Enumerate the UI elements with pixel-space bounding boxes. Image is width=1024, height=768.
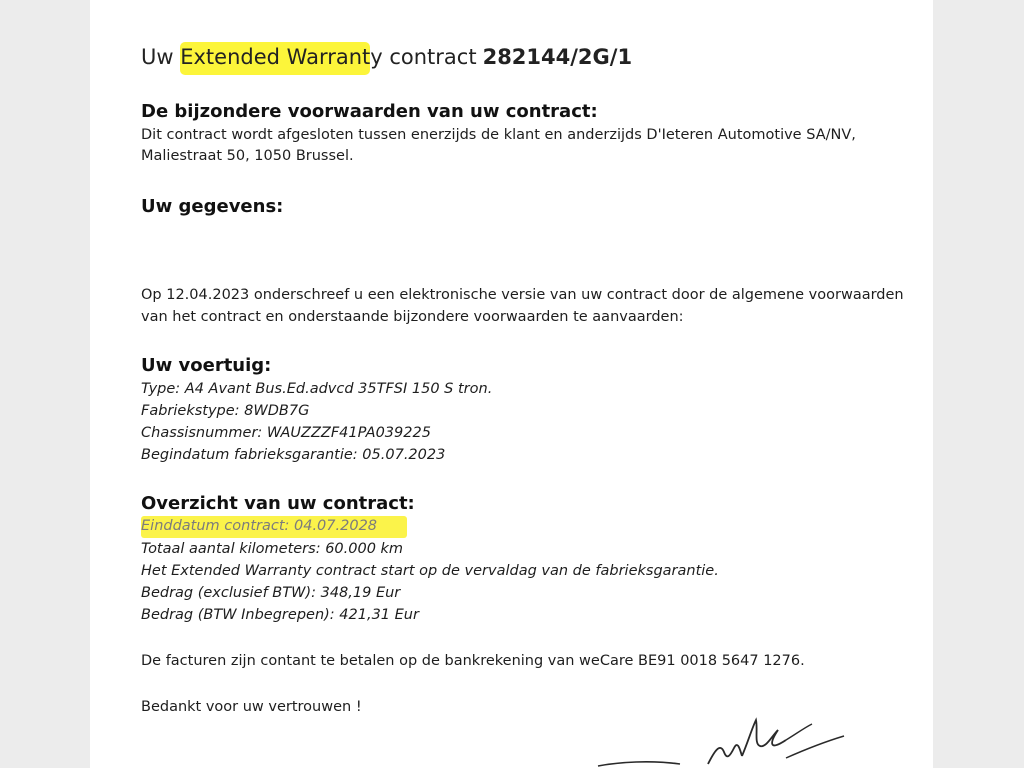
thank-you-line: Bedankt voor uw vertrouwen ! bbox=[141, 699, 362, 715]
amount-excl-vat: Bedrag (exclusief BTW): 348,19 Eur bbox=[141, 585, 401, 601]
warranty-start-date: Begindatum fabrieksgarantie: 05.07.2023 bbox=[141, 447, 446, 463]
contract-start-note: Het Extended Warranty contract start op de vervaldag van de fabrieksgarantie. bbox=[141, 563, 719, 579]
overzicht-heading: Overzicht van uw contract: bbox=[141, 493, 415, 514]
title-prefix: Uw bbox=[141, 45, 181, 69]
payment-instructions: De facturen zijn contant te betalen op de bankrekening van weCare BE91 0018 5647 1276. bbox=[141, 653, 805, 669]
signature-image bbox=[590, 712, 890, 768]
intro-line-1: Op 12.04.2023 onderschreef u een elektronische versie van uw contract door de algemene voorwaarden bbox=[141, 287, 904, 303]
gegevens-heading: Uw gegevens: bbox=[141, 196, 284, 217]
contract-number: 282144/2G/1 bbox=[482, 45, 633, 69]
amount-incl-vat: Bedrag (BTW Inbegrepen): 421,31 Eur bbox=[141, 607, 419, 623]
bijzondere-line-1: Dit contract wordt afgesloten tussen enerzijds de klant en anderzijds D'Ieteren Automotive SA/NV, bbox=[141, 127, 856, 143]
intro-line-2: van het contract en onderstaande bijzondere voorwaarden te aanvaarden: bbox=[141, 309, 684, 325]
title-rest: y contract bbox=[370, 45, 477, 69]
document-page bbox=[90, 0, 933, 768]
end-date-highlight: Einddatum contract: 04.07.2028 bbox=[141, 516, 407, 538]
bijzondere-heading: De bijzondere voorwaarden van uw contract: bbox=[141, 101, 598, 122]
contract-end-date bbox=[141, 518, 407, 534]
total-kilometers: Totaal aantal kilometers: 60.000 km bbox=[141, 541, 404, 557]
vehicle-chassis-number: Chassisnummer: WAUZZZF41PA039225 bbox=[141, 425, 431, 441]
contract-title bbox=[141, 45, 632, 69]
vehicle-factory-type: Fabriekstype: 8WDB7G bbox=[141, 403, 310, 419]
title-highlight: Extended Warrant bbox=[180, 42, 370, 75]
bijzondere-line-2: Maliestraat 50, 1050 Brussel. bbox=[141, 148, 354, 164]
vehicle-type: Type: A4 Avant Bus.Ed.advcd 35TFSI 150 S tron. bbox=[141, 381, 493, 397]
voertuig-heading: Uw voertuig: bbox=[141, 355, 272, 376]
